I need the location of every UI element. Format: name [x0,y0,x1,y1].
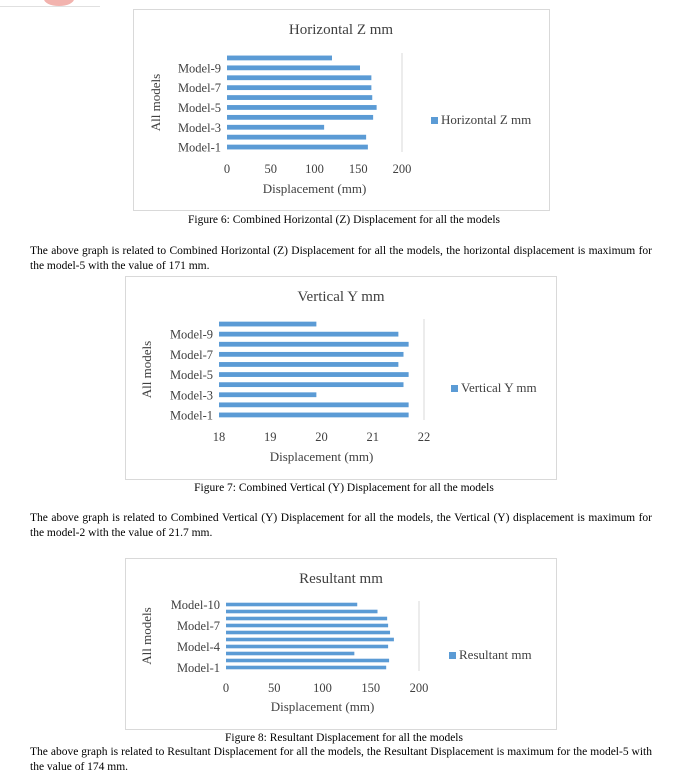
bar-model-5 [219,372,409,377]
paragraph-figure-8: The above graph is related to Resultant Displacement for all the models, the Resultant Displacement is maximum for the model-5 with the value of 174 mm. [30,746,652,773]
bar-model-6 [227,95,372,100]
chart-svg-resultant [126,559,556,729]
bar-model-10 [226,603,357,607]
category-label: Model-7 [169,347,213,362]
x-axis-title: Displacement (mm) [262,181,367,196]
paragraph-figure-7: The above graph is related to Combined Vertical (Y) Displacement for all the models, the Vertical (Y) displacement is maximum for the model-2 with the value of 21.7 mm. [30,512,652,539]
logo-arc-icon [44,0,74,6]
category-label: Model-1 [176,661,220,675]
category-label: Model-3 [169,388,213,403]
legend-swatch [431,117,438,124]
x-tick-label: 0 [223,162,231,176]
category-label: Model-4 [176,640,220,654]
x-tick-label: 100 [305,162,324,176]
x-axis-title: Displacement (mm) [269,449,374,464]
figure-7-caption: Figure 7: Combined Vertical (Y) Displacement for all the models [194,482,494,494]
chart-svg-horizontal-z [134,10,549,210]
legend-label: Horizontal Z mm [441,112,532,127]
bar-model-9 [226,610,378,614]
category-label: Model-7 [176,619,220,633]
legend-swatch [449,652,456,659]
bar-model-4 [226,645,388,649]
x-tick-label: 150 [348,162,368,176]
figure-8-caption: Figure 8: Resultant Displacement for all the models [225,732,463,744]
y-axis-title: All models [148,73,163,132]
category-label: Model-9 [177,61,221,76]
bar-model-10 [219,322,316,327]
bar-model-8 [227,75,371,80]
x-tick-label: 100 [313,681,332,695]
figure-6-caption: Figure 6: Combined Horizontal (Z) Displacement for all the models [187,214,501,226]
category-label: Model-7 [177,81,221,96]
bar-model-10 [227,56,332,61]
bar-model-2 [219,402,409,407]
x-tick-label: 0 [222,681,230,695]
bar-model-3 [219,392,316,397]
category-label: Model-3 [177,120,221,135]
x-tick-label: 21 [366,430,379,444]
x-tick-label: 200 [392,162,412,176]
chart-title: Vertical Y mm [297,289,385,305]
bar-model-4 [227,115,373,120]
bar-model-9 [227,65,360,70]
bar-model-2 [227,135,366,140]
legend-label: Resultant mm [459,647,532,662]
y-axis-title: All models [139,340,154,399]
category-label: Model-5 [177,100,221,115]
chart-vertical-y [125,276,557,480]
bar-model-7 [227,85,371,90]
x-tick-label: 150 [361,681,381,695]
category-label: Model-5 [169,368,213,383]
bar-model-1 [219,413,409,418]
bar-model-1 [226,666,386,670]
bar-model-1 [227,145,368,150]
x-tick-label: 22 [417,430,431,444]
bar-model-9 [219,332,398,337]
x-axis-title: Displacement (mm) [270,699,375,714]
bar-model-4 [219,382,404,387]
bar-model-7 [219,352,404,357]
bar-model-2 [226,659,389,663]
paragraph-figure-6: The above graph is related to Combined Horizontal (Z) Displacement for all the models, the horizontal displacement is maximum for the model-5 with the value of 171 mm. [30,245,652,272]
x-tick-label: 200 [409,681,429,695]
category-label: Model-9 [169,327,213,342]
legend-swatch [451,385,458,392]
bar-model-8 [219,342,409,347]
x-tick-label: 18 [212,430,226,444]
legend-label: Vertical Y mm [461,380,537,395]
bar-model-6 [219,362,398,367]
category-label: Model-10 [170,598,220,612]
chart-horizontal-z [133,9,550,211]
x-tick-label: 20 [315,430,328,444]
bar-model-3 [227,125,324,130]
chart-title: Resultant mm [299,571,383,587]
bar-model-5 [226,638,394,642]
bar-model-6 [226,631,390,635]
category-label: Model-1 [177,140,221,155]
header-logo-fragment [0,0,100,7]
bar-model-5 [227,105,377,110]
chart-svg-vertical-y [126,277,556,479]
bar-model-8 [226,617,387,621]
category-label: Model-1 [169,408,213,423]
x-tick-label: 50 [264,162,277,176]
chart-title: Horizontal Z mm [288,22,394,38]
x-tick-label: 19 [264,430,277,444]
y-axis-title: All models [139,607,154,665]
chart-resultant [125,558,557,730]
bar-model-3 [226,652,354,656]
bar-model-7 [226,624,388,628]
x-tick-label: 50 [268,681,281,695]
